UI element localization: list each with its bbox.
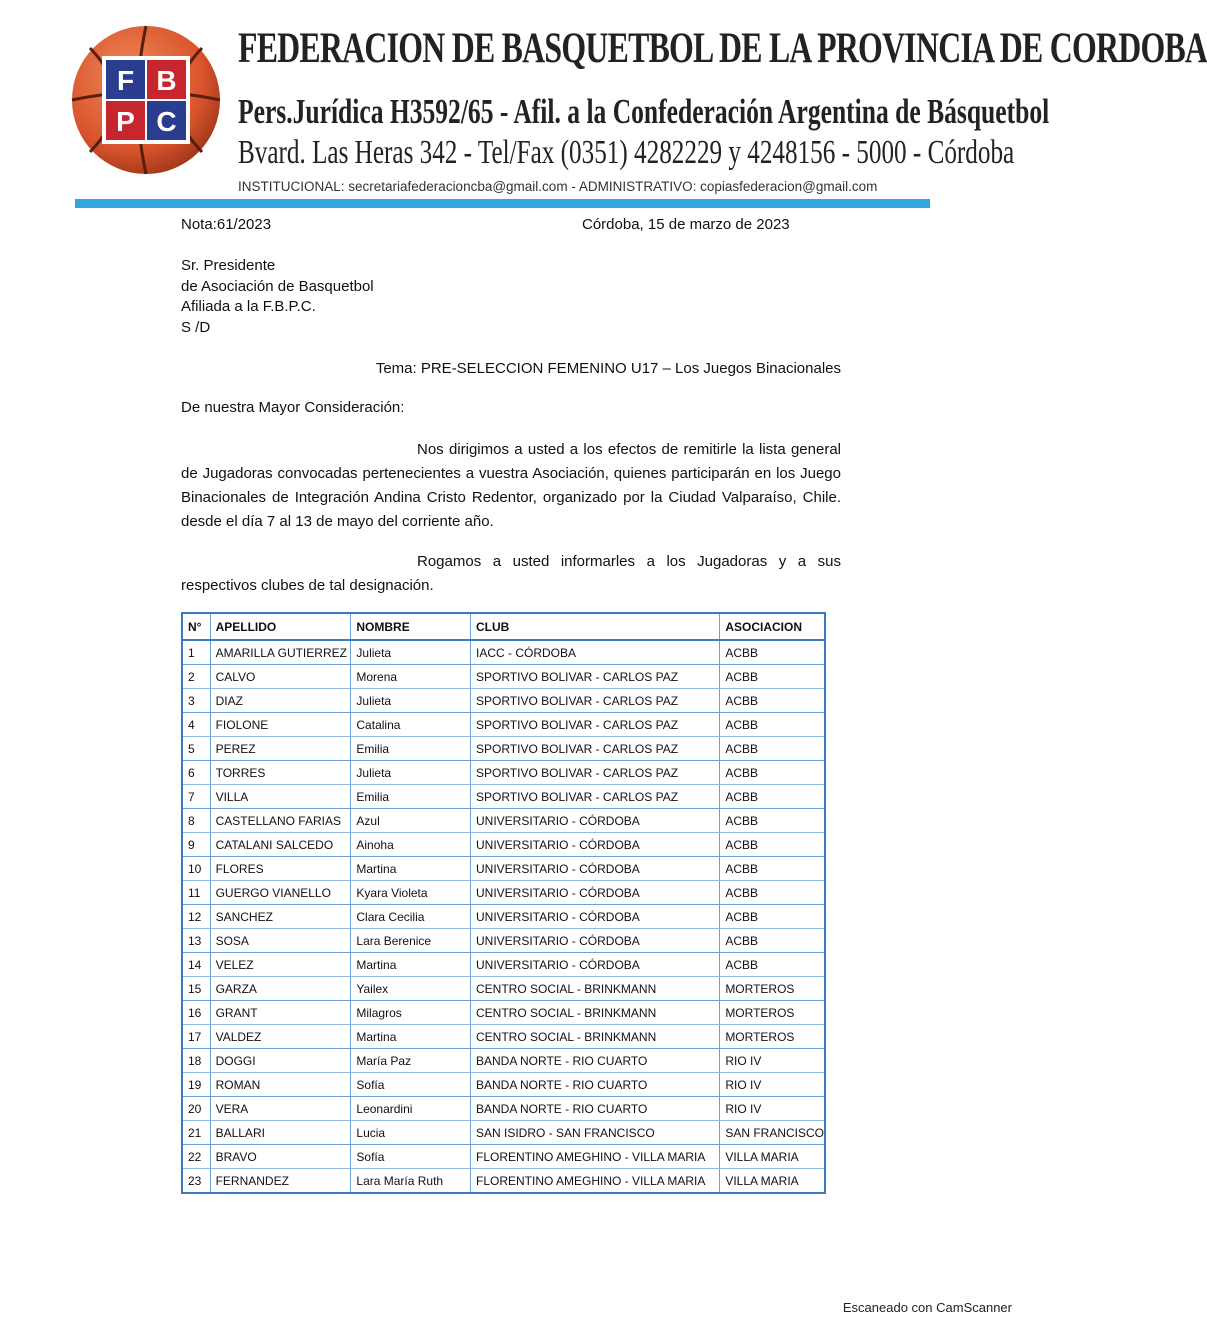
table-cell: SOSA [210,929,351,953]
table-cell: ACBB [720,665,825,689]
table-cell: VILLA MARIA [720,1169,825,1194]
table-cell: Lucia [351,1121,471,1145]
table-cell: SPORTIVO BOLIVAR - CARLOS PAZ [471,761,720,785]
table-cell: Morena [351,665,471,689]
table-cell: VILLA [210,785,351,809]
logo-letter: B [156,65,177,96]
table-cell: 5 [182,737,210,761]
table-cell: Martina [351,857,471,881]
table-cell: FLORENTINO AMEGHINO - VILLA MARIA [471,1169,720,1194]
logo-letter: P [116,106,135,137]
table-cell: BALLARI [210,1121,351,1145]
column-header: APELLIDO [210,613,351,640]
logo-letter: C [156,106,177,137]
table-cell: RIO IV [720,1073,825,1097]
table-cell: CENTRO SOCIAL - BRINKMANN [471,977,720,1001]
table-cell: MORTEROS [720,1025,825,1049]
table-cell: 8 [182,809,210,833]
table-row [182,1121,825,1145]
table-cell: RIO IV [720,1097,825,1121]
table-cell: ACBB [720,953,825,977]
table-cell: 23 [182,1169,210,1194]
table-row [182,737,825,761]
table-cell: RIO IV [720,1049,825,1073]
table-cell: DIAZ [210,689,351,713]
table-cell: CALVO [210,665,351,689]
table-cell: Sofía [351,1145,471,1169]
table-cell: FIOLONE [210,713,351,737]
table-cell: Martina [351,953,471,977]
table-cell: BRAVO [210,1145,351,1169]
table-cell: SPORTIVO BOLIVAR - CARLOS PAZ [471,665,720,689]
table-cell: VERA [210,1097,351,1121]
table-cell: ACBB [720,833,825,857]
table-cell: Julieta [351,761,471,785]
recipient-line: S /D [181,318,211,336]
table-cell: ACBB [720,809,825,833]
table-cell: VELEZ [210,953,351,977]
table-cell: 6 [182,761,210,785]
table-cell: CENTRO SOCIAL - BRINKMANN [471,1001,720,1025]
table-cell: ACBB [720,689,825,713]
table-cell: FLORENTINO AMEGHINO - VILLA MARIA [471,1145,720,1169]
table-cell: FLORES [210,857,351,881]
table-cell: SPORTIVO BOLIVAR - CARLOS PAZ [471,713,720,737]
table-cell: 20 [182,1097,210,1121]
table-cell: UNIVERSITARIO - CÓRDOBA [471,833,720,857]
logo-letter: F [116,65,135,96]
table-cell: TORRES [210,761,351,785]
table-row [182,689,825,713]
column-header: CLUB [471,613,720,640]
table-cell: 22 [182,1145,210,1169]
table-cell: 21 [182,1121,210,1145]
table-row [182,1097,825,1121]
table-cell: BANDA NORTE - RIO CUARTO [471,1073,720,1097]
table-cell: 14 [182,953,210,977]
table-cell: ACBB [720,881,825,905]
table-row [182,881,825,905]
table-cell: GUERGO VIANELLO [210,881,351,905]
table-cell: 4 [182,713,210,737]
table-cell: SPORTIVO BOLIVAR - CARLOS PAZ [471,689,720,713]
table-cell: ACBB [720,857,825,881]
table-cell: 13 [182,929,210,953]
table-row [182,833,825,857]
table-cell: 1 [182,640,210,665]
table-row [182,761,825,785]
table-cell: FERNANDEZ [210,1169,351,1194]
table-cell: CENTRO SOCIAL - BRINKMANN [471,1025,720,1049]
body-paragraph-text: Rogamos a usted informarles a los Jugadoras y a sus respectivos clubes de tal designación. [181,553,841,594]
table-cell: Ainoha [351,833,471,857]
table-row [182,1025,825,1049]
table-row [182,713,825,737]
table-cell: 18 [182,1049,210,1073]
table-row [182,1001,825,1025]
table-cell: 15 [182,977,210,1001]
players-table [181,612,826,1194]
table-cell: Martina [351,1025,471,1049]
table-cell: Catalina [351,713,471,737]
table-cell: IACC - CÓRDOBA [471,640,720,665]
table-cell: SPORTIVO BOLIVAR - CARLOS PAZ [471,737,720,761]
table-cell: UNIVERSITARIO - CÓRDOBA [471,857,720,881]
letterhead [70,22,1207,212]
recipient-line: de Asociación de Basquetbol [181,277,374,295]
table-cell: MORTEROS [720,1001,825,1025]
table-cell: Lara María Ruth [351,1169,471,1194]
column-header: NOMBRE [351,613,471,640]
table-cell: UNIVERSITARIO - CÓRDOBA [471,809,720,833]
table-cell: 10 [182,857,210,881]
table-row [182,1049,825,1073]
table-row [182,809,825,833]
table-cell: GRANT [210,1001,351,1025]
table-cell: BANDA NORTE - RIO CUARTO [471,1097,720,1121]
table-cell: ACBB [720,640,825,665]
table-cell: UNIVERSITARIO - CÓRDOBA [471,881,720,905]
table-cell: Clara Cecilia [351,905,471,929]
basketball-logo-icon [70,24,222,176]
table-row [182,953,825,977]
table-cell: SANCHEZ [210,905,351,929]
recipient-block [181,256,841,338]
table-cell: Emilia [351,737,471,761]
table-cell: María Paz [351,1049,471,1073]
table-cell: 9 [182,833,210,857]
table-cell: 3 [182,689,210,713]
table-cell: CATALANI SALCEDO [210,833,351,857]
table-cell: UNIVERSITARIO - CÓRDOBA [471,953,720,977]
table-cell: ACBB [720,737,825,761]
body-paragraph-text: Nos dirigimos a usted a los efectos de remitirle la lista general de Jugadoras convocadas pertenecientes a vuestra Asociación, quienes participarán en los Juego Binacionales de Integración Andina Cristo Redentor, organizado por la Ciudad Valparaíso, Chile. desde el día 7 al 13 de mayo del corriente año. [181,441,841,530]
table-cell: AMARILLA GUTIERREZ [210,640,351,665]
table-row [182,1169,825,1194]
table-row [182,977,825,1001]
table-row [182,640,825,665]
table-row [182,1145,825,1169]
table-cell: 11 [182,881,210,905]
table-cell: ROMAN [210,1073,351,1097]
table-cell: MORTEROS [720,977,825,1001]
column-header: ASOCIACION [720,613,825,640]
header-divider [75,199,930,208]
letter-date: Córdoba, 15 de marzo de 2023 [582,216,790,233]
salutation: De nuestra Mayor Consideración: [181,399,405,416]
legal-line: Pers.Jurídica H3592/65 - Afil. a la Confederación Argentina de Básquetbol [238,92,1050,131]
table-cell: Julieta [351,689,471,713]
table-cell: Azul [351,809,471,833]
table-cell: Milagros [351,1001,471,1025]
address-line: Bvard. Las Heras 342 - Tel/Fax (0351) 4282229 y 4248156 - 5000 - Córdoba [238,134,1015,171]
table-row [182,785,825,809]
federation-name: FEDERACION DE BASQUETBOL DE LA PROVINCIA DE CORDOBA [238,25,1207,72]
table-cell: VILLA MARIA [720,1145,825,1169]
table-cell: GARZA [210,977,351,1001]
table-cell: Kyara Violeta [351,881,471,905]
table-cell: ACBB [720,905,825,929]
table-cell: DOGGI [210,1049,351,1073]
table-cell: SAN FRANCISCO [720,1121,825,1145]
table-cell: VALDEZ [210,1025,351,1049]
table-cell: 7 [182,785,210,809]
table-header-row [182,613,825,640]
table-cell: 17 [182,1025,210,1049]
table-cell: 16 [182,1001,210,1025]
body-paragraph [181,438,841,534]
recipient-line: Afiliada a la F.B.P.C. [181,298,316,315]
recipient-line: Sr. Presidente [181,257,276,274]
table-cell: Emilia [351,785,471,809]
subject-line: Tema: PRE-SELECCION FEMENINO U17 – Los Juegos Binacionales [375,360,841,377]
table-cell: ACBB [720,785,825,809]
scanner-watermark: Escaneado con CamScanner [842,1300,1012,1315]
table-row [182,929,825,953]
table-cell: 12 [182,905,210,929]
table-cell: Leonardini [351,1097,471,1121]
body-paragraph [181,550,841,598]
table-cell: ACBB [720,761,825,785]
note-number: Nota:61/2023 [181,216,272,233]
table-cell: 2 [182,665,210,689]
table-cell: SAN ISIDRO - SAN FRANCISCO [471,1121,720,1145]
table-row [182,905,825,929]
table-cell: CASTELLANO FARIAS [210,809,351,833]
table-cell: Sofía [351,1073,471,1097]
table-cell: UNIVERSITARIO - CÓRDOBA [471,929,720,953]
table-cell: Julieta [351,640,471,665]
table-cell: Lara Berenice [351,929,471,953]
column-header: N° [182,613,210,640]
table-cell: PEREZ [210,737,351,761]
table-cell: Yailex [351,977,471,1001]
email-line: INSTITUCIONAL: secretariafederacioncba@gmail.com - ADMINISTRATIVO: copiasfederacion@gmail.com [238,179,878,194]
table-cell: ACBB [720,929,825,953]
table-row [182,1073,825,1097]
table-cell: 19 [182,1073,210,1097]
table-cell: SPORTIVO BOLIVAR - CARLOS PAZ [471,785,720,809]
table-cell: BANDA NORTE - RIO CUARTO [471,1049,720,1073]
table-row [182,665,825,689]
table-cell: ACBB [720,713,825,737]
table-row [182,857,825,881]
table-cell: UNIVERSITARIO - CÓRDOBA [471,905,720,929]
